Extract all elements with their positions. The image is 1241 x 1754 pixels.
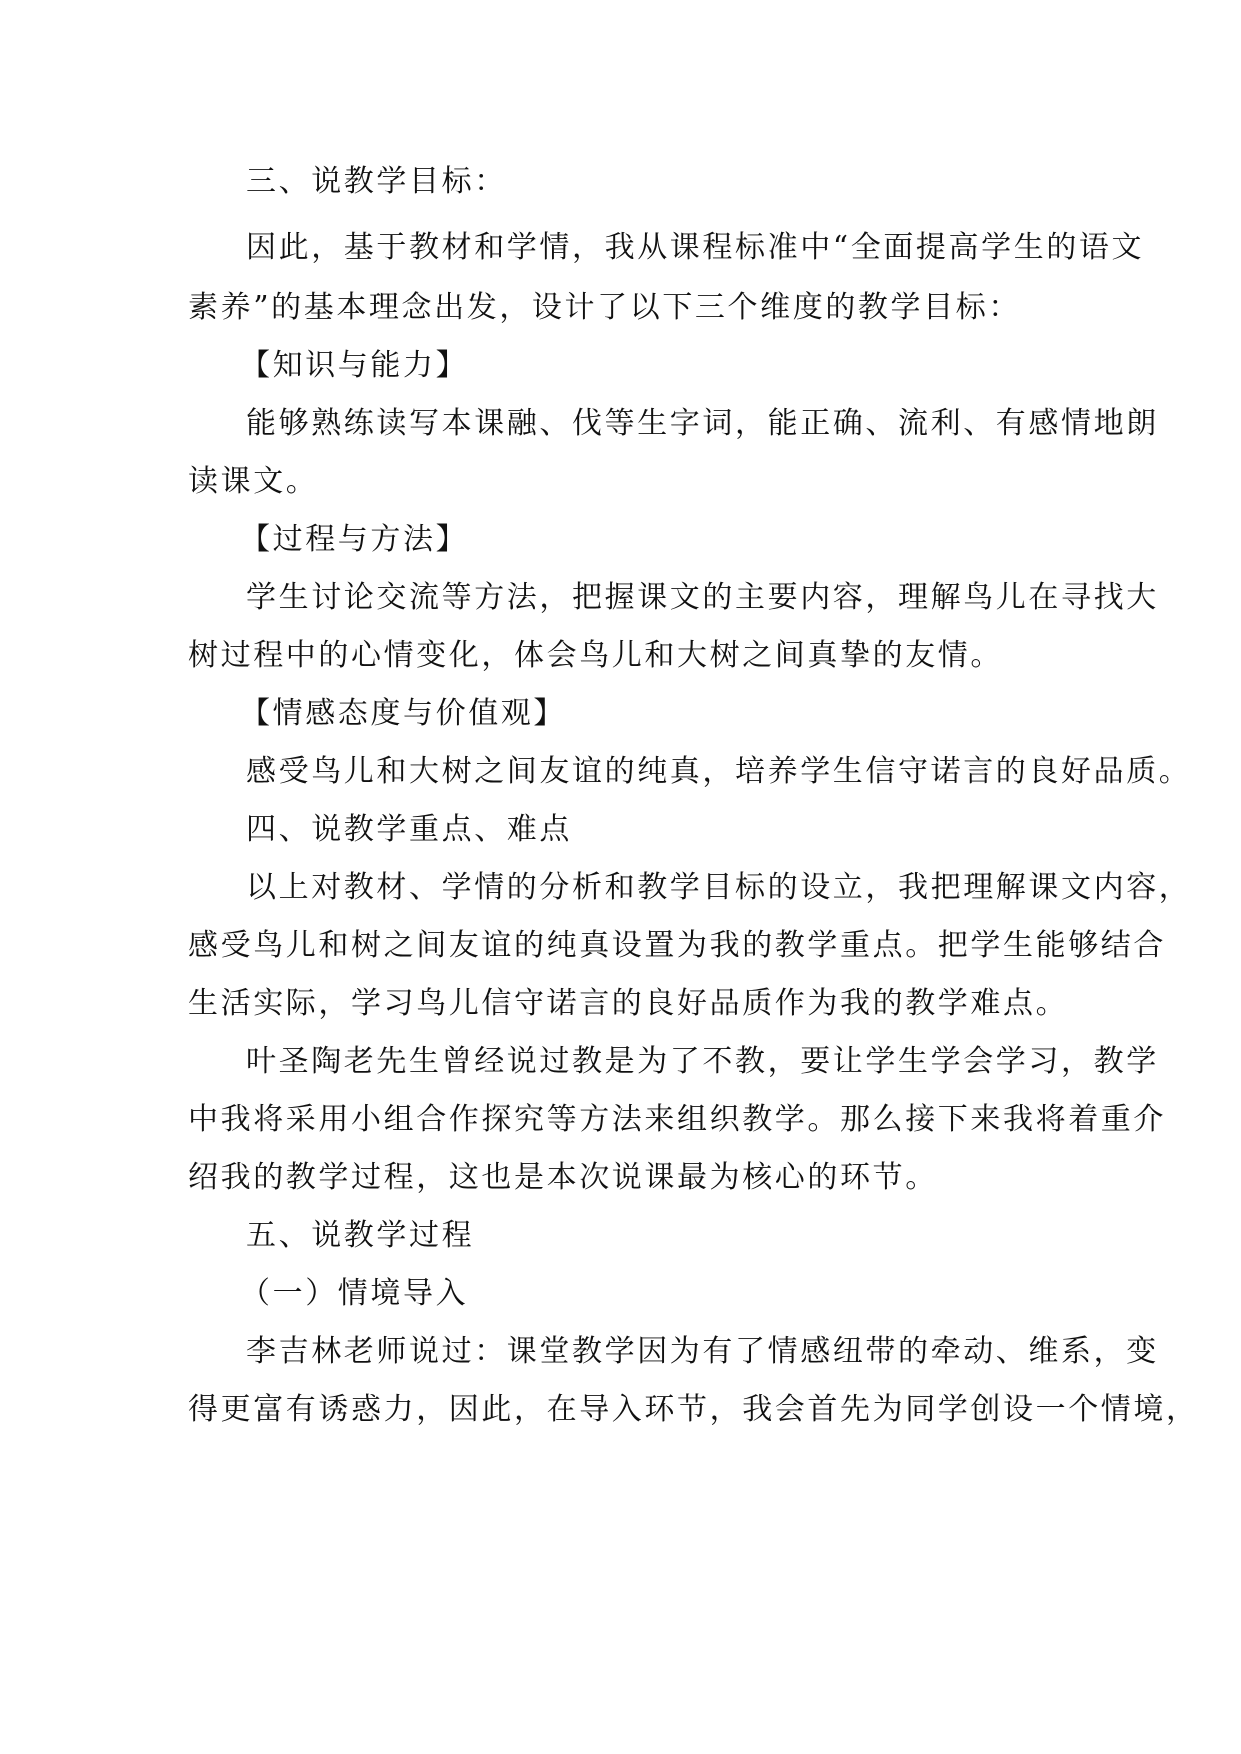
subheading-knowledge-ability: 【知识与能力】 xyxy=(240,348,469,383)
paragraph-line: 因此，基于教材和学情，我从课程标准中“全面提高学生的语文 xyxy=(246,230,1145,265)
subheading-process-method: 【过程与方法】 xyxy=(240,522,469,557)
paragraph-line: 以上对教材、学情的分析和教学目标的设立，我把理解课文内容， xyxy=(246,870,1192,905)
heading-teaching-process: 五、说教学过程 xyxy=(246,1218,475,1253)
paragraph-line: 学生讨论交流等方法，把握课文的主要内容，理解鸟儿在寻找大 xyxy=(246,580,1159,615)
paragraph-line: 读课文。 xyxy=(188,464,319,499)
subheading-situation-intro: （一）情境导入 xyxy=(240,1276,469,1311)
heading-key-difficult-points: 四、说教学重点、难点 xyxy=(246,812,572,847)
paragraph-line: 树过程中的心情变化，体会鸟儿和大树之间真挚的友情。 xyxy=(188,638,1003,673)
paragraph-line: 生活实际，学习鸟儿信守诺言的良好品质作为我的教学难点。 xyxy=(188,986,1069,1021)
paragraph-line: 李吉林老师说过：课堂教学因为有了情感纽带的牵动、维系，变 xyxy=(246,1334,1159,1369)
paragraph-line: 叶圣陶老先生曾经说过教是为了不教，要让学生学会学习，教学 xyxy=(246,1044,1159,1079)
heading-teaching-objectives: 三、说教学目标： xyxy=(246,164,507,199)
paragraph-line: 能够熟练读写本课融、伐等生字词，能正确、流利、有感情地朗 xyxy=(246,406,1159,441)
paragraph-line: 感受鸟儿和树之间友谊的纯真设置为我的教学重点。把学生能够结合 xyxy=(188,928,1166,963)
paragraph-line: 得更富有诱惑力，因此，在导入环节，我会首先为同学创设一个情境， xyxy=(188,1392,1199,1427)
paragraph-line: 素养”的基本理念出发，设计了以下三个维度的教学目标： xyxy=(188,290,1021,325)
paragraph-line: 感受鸟儿和大树之间友谊的纯真，培养学生信守诺言的良好品质。 xyxy=(246,754,1192,789)
paragraph-line: 中我将采用小组合作探究等方法来组织教学。那么接下来我将着重介 xyxy=(188,1102,1166,1137)
subheading-emotion-values: 【情感态度与价值观】 xyxy=(240,696,566,731)
paragraph-line: 绍我的教学过程，这也是本次说课最为核心的环节。 xyxy=(188,1160,938,1195)
